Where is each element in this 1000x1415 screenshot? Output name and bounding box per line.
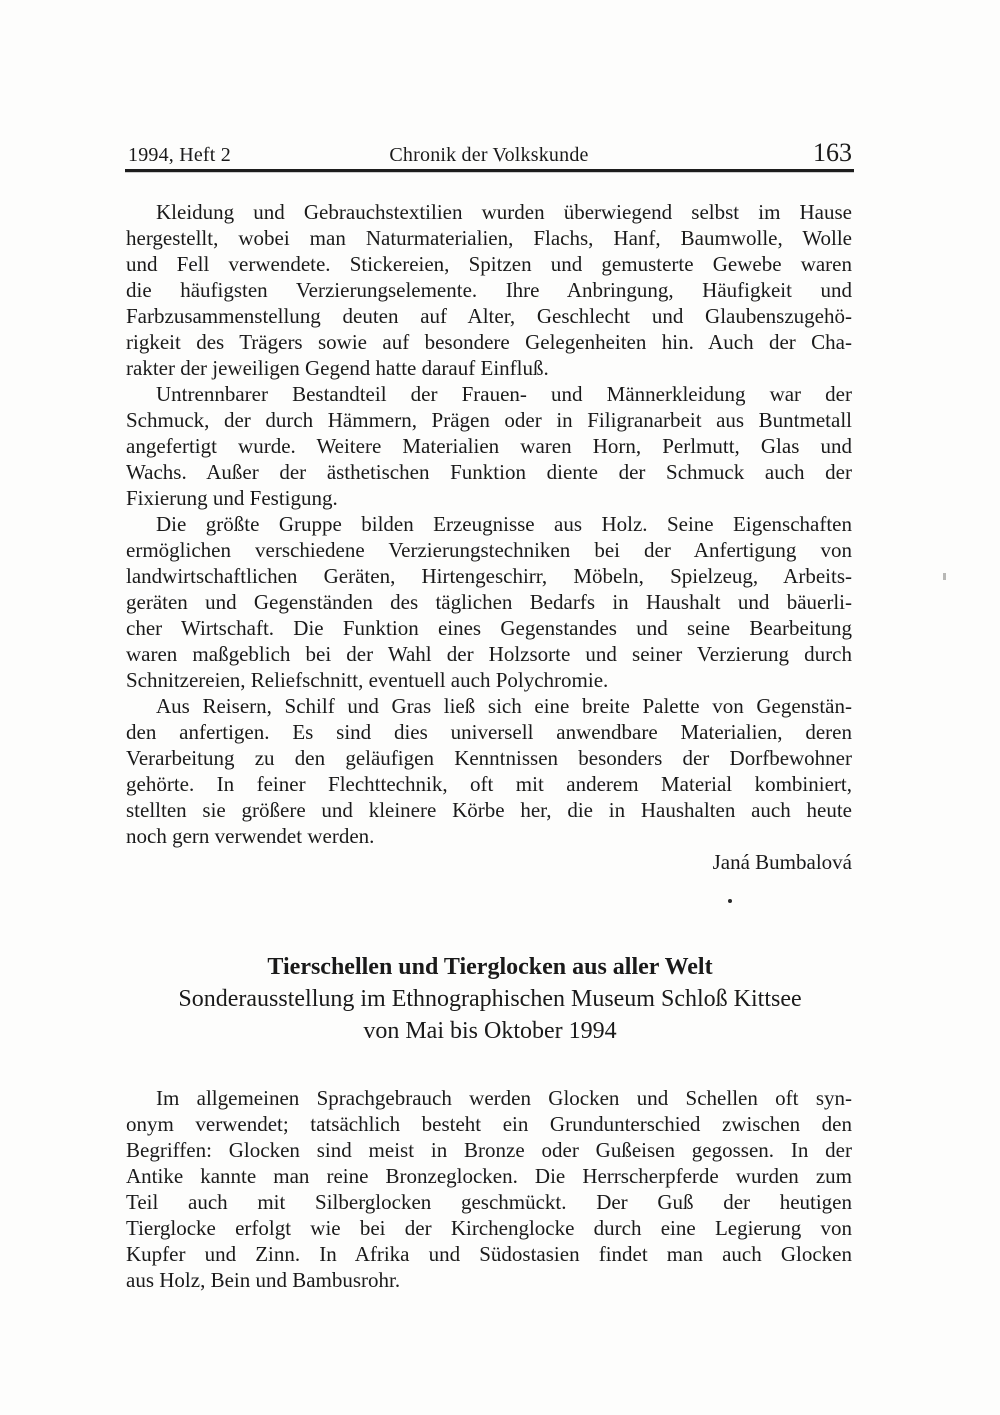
text-line: ermöglichen verschiedene Verzierungstechniken bei der Anfertigung von <box>126 538 852 562</box>
header-issue: 1994, Heft 2 <box>128 144 231 166</box>
header-divider-rule <box>125 169 854 172</box>
text-line: landwirtschaftlichen Geräten, Hirtengeschirr, Möbeln, Spielzeug, Arbeits- <box>126 564 852 588</box>
text-line: stellten sie größere und kleinere Körbe her, die in Haushalten auch heute <box>126 798 852 822</box>
text-line: Die größte Gruppe bilden Erzeugnisse aus Holz. Seine Eigenschaften <box>156 512 852 536</box>
text-line: Untrennbarer Bestandteil der Frauen- und Männerkleidung war der <box>156 382 852 406</box>
text-line: und Fell verwendete. Stickereien, Spitzen und gemusterte Gewebe waren <box>126 252 852 276</box>
header-journal-title: Chronik der Volkskunde <box>389 144 589 166</box>
text-line: Kupfer und Zinn. In Afrika und Südostasien findet man auch Glocken <box>126 1242 852 1266</box>
text-line: Wachs. Außer der ästhetischen Funktion diente der Schmuck auch der <box>126 460 852 484</box>
text-line: waren maßgeblich bei der Wahl der Holzsorte und seiner Verzierung durch <box>126 642 852 666</box>
article2-subtitle-line2: von Mai bis Oktober 1994 <box>363 1018 617 1044</box>
ink-dot-artifact <box>728 899 732 903</box>
text-line: hergestellt, wobei man Naturmaterialien, Flachs, Hanf, Baumwolle, Wolle <box>126 226 852 250</box>
header-page-number: 163 <box>813 138 852 167</box>
text-line: Im allgemeinen Sprachgebrauch werden Glocken und Schellen oft syn- <box>156 1086 852 1110</box>
text-line: Teil auch mit Silberglocken geschmückt. Der Guß der heutigen <box>126 1190 852 1214</box>
article2-body <box>126 1085 852 1293</box>
text-line: Tierglocke erfolgt wie bei der Kirchenglocke durch eine Legierung von <box>126 1216 852 1240</box>
text-line: rakter der jeweiligen Gegend hatte darauf Einfluß. <box>126 356 549 380</box>
text-line: aus Holz, Bein und Bambusrohr. <box>126 1268 401 1292</box>
text-line: rigkeit des Trägers sowie auf besondere Gelegenheiten hin. Auch der Cha- <box>126 330 852 354</box>
text-line: Farbzusammenstellung deuten auf Alter, Geschlecht und Glaubenszugehö- <box>126 304 852 328</box>
text-line: onym verwendet; tatsächlich besteht ein Grundunterschied zwischen den <box>126 1112 852 1136</box>
text-line: geräten und Gegenständen des täglichen Bedarfs in Haushalt und bäuerli- <box>126 590 852 614</box>
text-line: Aus Reisern, Schilf und Gras ließ sich eine breite Palette von Gegenstän- <box>156 694 852 718</box>
text-line: Begriffen: Glocken sind meist in Bronze oder Gußeisen gegossen. In der <box>126 1138 852 1162</box>
text-line: angefertigt wurde. Weitere Materialien waren Horn, Perlmutt, Glas und <box>126 434 852 458</box>
article1-body <box>126 199 852 875</box>
text-line: Schmuck, der durch Hämmern, Prägen oder in Filigranarbeit aus Buntmetall <box>126 408 852 432</box>
text-line: gehörte. In feiner Flechttechnik, oft mit anderem Material kombiniert, <box>126 772 852 796</box>
text-line: Verarbeitung zu den geläufigen Kenntnissen besonders der Dorfbewohner <box>126 746 852 770</box>
article2-subtitle-line1: Sonderausstellung im Ethnographischen Museum Schloß Kittsee <box>178 986 802 1012</box>
text-line: Antike kannte man reine Bronzeglocken. Die Herrscherpferde wurden zum <box>126 1164 852 1188</box>
scan-speck-artifact <box>943 573 946 580</box>
text-line: den anfertigen. Es sind dies universell anwendbare Materialien, deren <box>126 720 852 744</box>
article2-title: Tierschellen und Tierglocken aus aller Welt <box>267 954 713 980</box>
text-line: cher Wirtschaft. Die Funktion eines Gegenstandes und seine Bearbeitung <box>126 616 852 640</box>
article2-heading <box>125 951 855 1047</box>
text-line: die häufigsten Verzierungselemente. Ihre Anbringung, Häufigkeit und <box>126 278 852 302</box>
text-line: Schnitzereien, Reliefschnitt, eventuell auch Polychromie. <box>126 668 609 692</box>
author-signature: Janá Bumbalová <box>712 850 852 874</box>
text-line: Fixierung und Festigung. <box>126 486 338 510</box>
text-line: noch gern verwendet werden. <box>126 824 375 848</box>
text-line: Kleidung und Gebrauchstextilien wurden überwiegend selbst im Hause <box>156 200 852 224</box>
page-header <box>126 138 852 171</box>
